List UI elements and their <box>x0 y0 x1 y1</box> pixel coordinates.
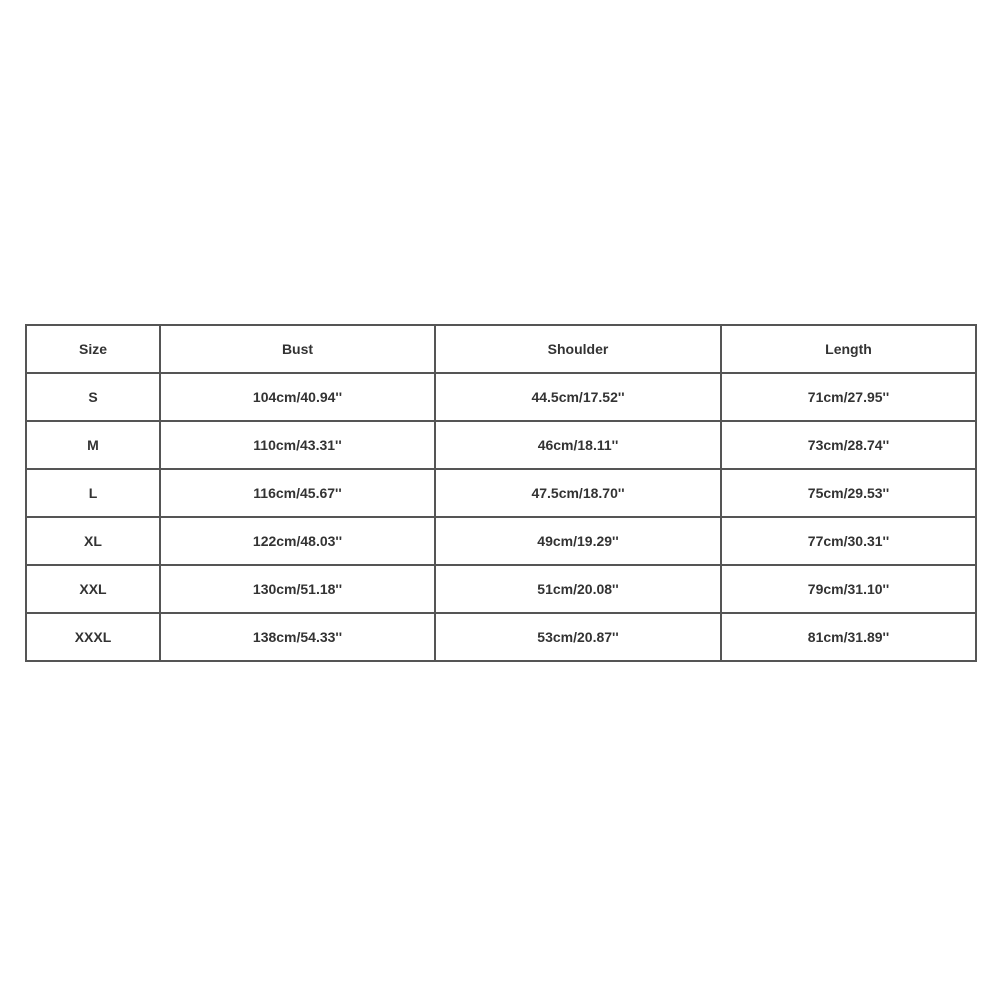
cell-shoulder: 51cm/20.08'' <box>435 565 721 613</box>
table-header-row <box>26 325 976 373</box>
cell-size: XXL <box>26 565 160 613</box>
header-bust: Bust <box>160 325 435 373</box>
cell-shoulder: 44.5cm/17.52'' <box>435 373 721 421</box>
cell-size: XL <box>26 517 160 565</box>
table-row <box>26 373 976 421</box>
cell-bust: 110cm/43.31'' <box>160 421 435 469</box>
cell-bust: 122cm/48.03'' <box>160 517 435 565</box>
cell-shoulder: 53cm/20.87'' <box>435 613 721 661</box>
header-size: Size <box>26 325 160 373</box>
cell-length: 73cm/28.74'' <box>721 421 976 469</box>
cell-length: 77cm/30.31'' <box>721 517 976 565</box>
cell-length: 71cm/27.95'' <box>721 373 976 421</box>
table-row <box>26 421 976 469</box>
cell-size: XXXL <box>26 613 160 661</box>
cell-bust: 116cm/45.67'' <box>160 469 435 517</box>
table-row <box>26 565 976 613</box>
table-row <box>26 517 976 565</box>
cell-shoulder: 47.5cm/18.70'' <box>435 469 721 517</box>
header-shoulder: Shoulder <box>435 325 721 373</box>
cell-length: 79cm/31.10'' <box>721 565 976 613</box>
header-length: Length <box>721 325 976 373</box>
cell-length: 81cm/31.89'' <box>721 613 976 661</box>
cell-size: L <box>26 469 160 517</box>
table-row <box>26 613 976 661</box>
cell-size: M <box>26 421 160 469</box>
cell-bust: 138cm/54.33'' <box>160 613 435 661</box>
cell-shoulder: 49cm/19.29'' <box>435 517 721 565</box>
cell-size: S <box>26 373 160 421</box>
table-row <box>26 469 976 517</box>
cell-bust: 104cm/40.94'' <box>160 373 435 421</box>
cell-bust: 130cm/51.18'' <box>160 565 435 613</box>
size-chart-table <box>25 324 977 662</box>
cell-length: 75cm/29.53'' <box>721 469 976 517</box>
cell-shoulder: 46cm/18.11'' <box>435 421 721 469</box>
